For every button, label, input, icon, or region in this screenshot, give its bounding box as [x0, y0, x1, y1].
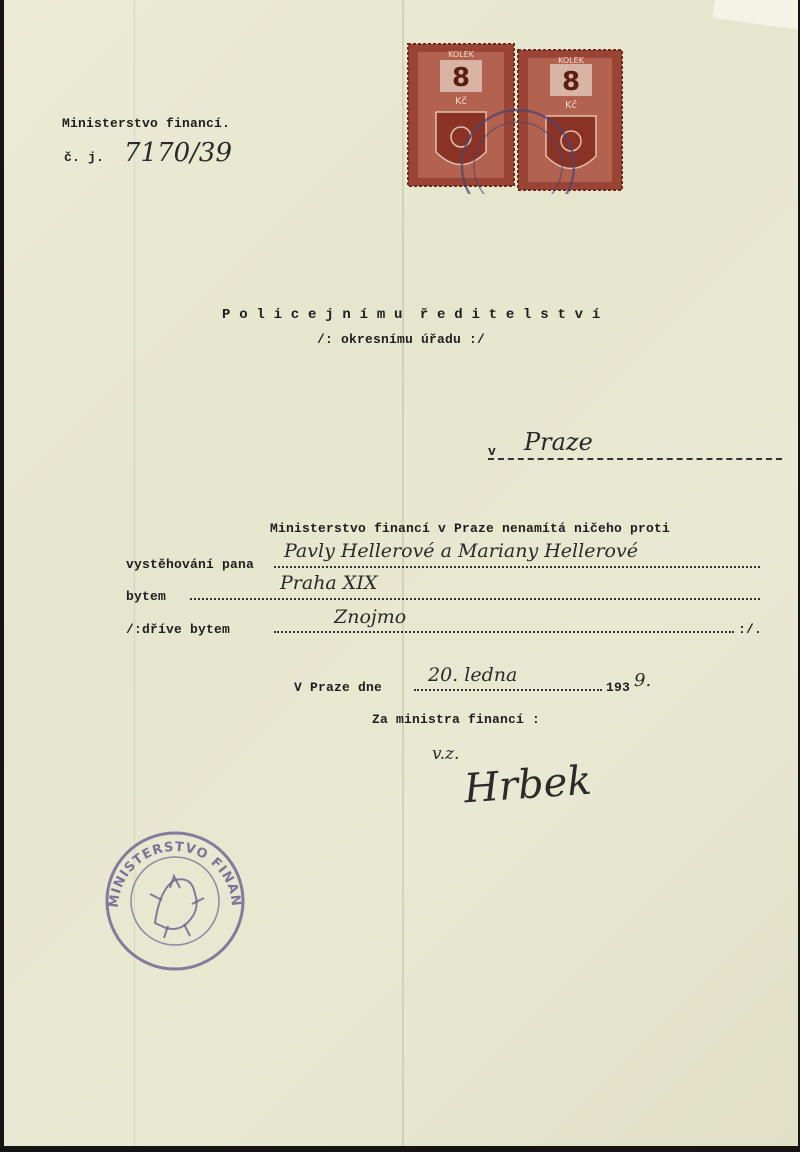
svg-text:Kč: Kč — [454, 96, 468, 107]
residence-value: Praha XIX — [280, 572, 378, 594]
city-underline — [488, 458, 782, 460]
reference-label: č. j. — [64, 150, 105, 165]
city-prefix: v — [488, 444, 497, 459]
svg-text:MINISTERSTVO FINANCÍ: MINISTERSTVO FINAN — [106, 839, 244, 909]
residence-label: bytem — [126, 589, 167, 604]
folded-corner — [712, 0, 798, 30]
date-dots — [414, 689, 602, 691]
svg-text:KOLEK: KOLEK — [558, 56, 584, 65]
emigration-dots — [274, 566, 760, 568]
handwritten-signature: Hrbek — [462, 757, 593, 813]
former-residence-close: :/. — [738, 622, 763, 637]
per-procurationem: v.z. — [432, 744, 460, 764]
year-suffix: 9. — [634, 670, 652, 691]
recipient-district-office: /: okresnímu úřadu :/ — [317, 332, 486, 347]
former-residence-value: Znojmo — [334, 606, 407, 628]
dateline-prefix: V Praze dne — [294, 680, 383, 695]
former-residence-label: /:dříve bytem — [126, 622, 231, 637]
revenue-stamps — [406, 42, 628, 199]
svg-text:8: 8 — [561, 67, 581, 97]
emigration-label: vystěhování pana — [126, 557, 255, 572]
document-sheet — [4, 0, 798, 1146]
former-residence-dots — [274, 631, 734, 633]
city-name: Praze — [524, 428, 593, 456]
fold-line — [402, 0, 404, 1146]
ministry-seal-icon — [100, 828, 250, 979]
recipient-police-directorate: P o l i c e j n í m u ř e d i t e l s t v í — [222, 307, 601, 323]
svg-text:Kč: Kč — [564, 100, 578, 111]
year-prefix: 193 — [606, 680, 631, 695]
svg-text:KOLEK: KOLEK — [448, 50, 474, 59]
svg-text:8: 8 — [451, 63, 471, 93]
ministry-header: Ministerstvo financí. — [62, 116, 231, 131]
reference-number: 7170/39 — [124, 138, 233, 168]
revenue-stamp-icon — [518, 50, 622, 190]
for-minister-line: Za ministra financí : — [372, 712, 541, 727]
date-value: 20. ledna — [428, 664, 518, 686]
residence-dots — [190, 598, 760, 600]
emigration-name: Pavly Hellerové a Mariany Hellerové — [284, 540, 638, 562]
statement-line: Ministerstvo financí v Praze nenamítá ničeho proti — [270, 521, 671, 536]
